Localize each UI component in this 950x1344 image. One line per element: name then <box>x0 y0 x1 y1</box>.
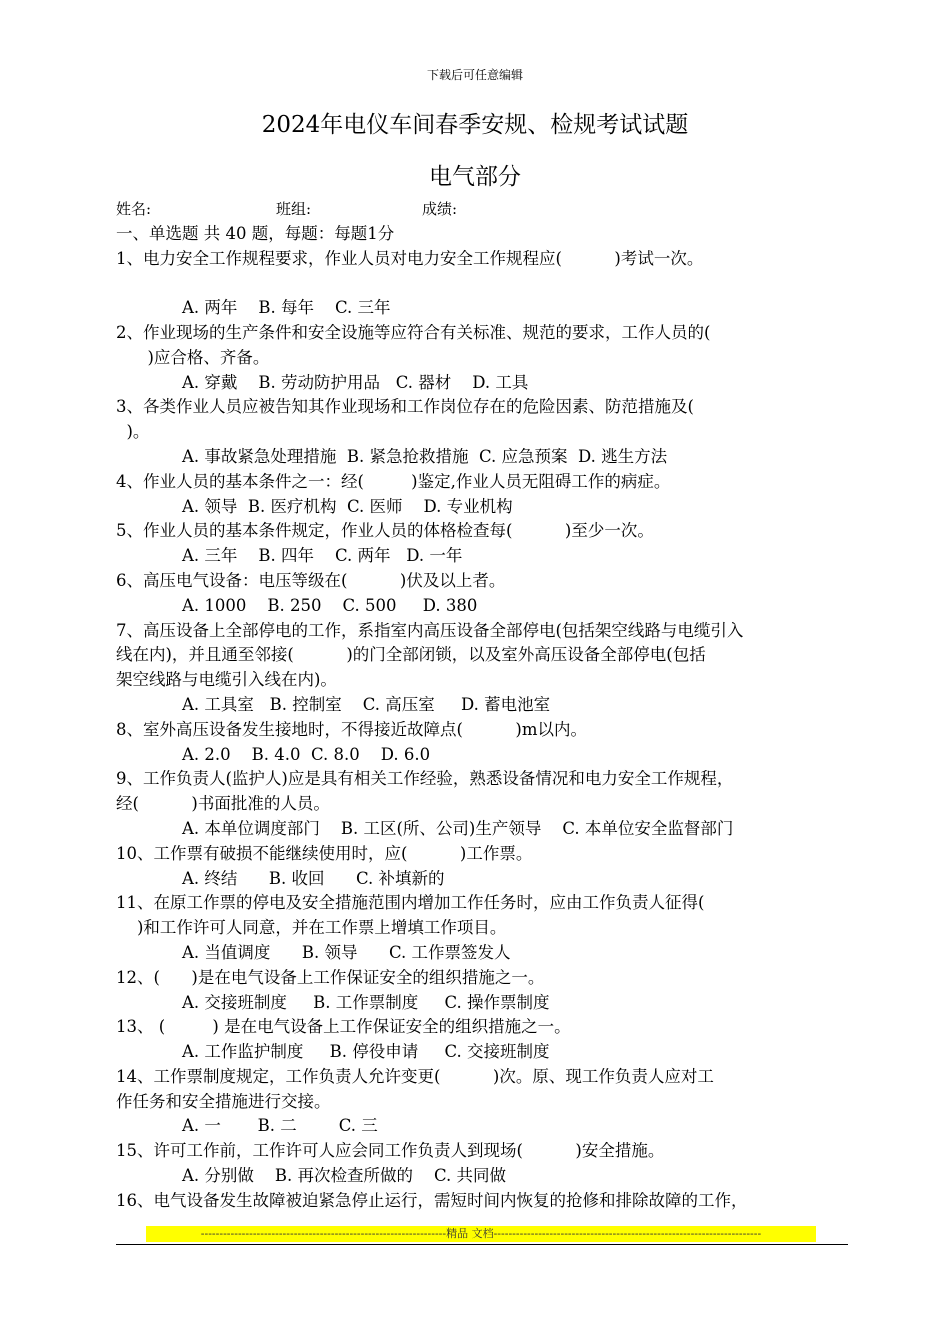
question-13-options: A. 工作监护制度 B. 停役申请 C. 交接班制度 <box>182 1042 550 1062</box>
question-8: 8、室外高压设备发生接地时，不得接近故障点( )m以内。 <box>116 719 587 739</box>
exam-content <box>116 197 856 1214</box>
question-9-cont: 经( )书面批准的人员。 <box>116 794 330 814</box>
group-label: 班组: <box>276 200 312 218</box>
question-7-cont: 线在内)，并且通至邻接( )的门全部闭锁，以及室外高压设备全部停电(包括 <box>116 645 706 665</box>
question-10: 10、工作票有破损不能继续使用时，应( )工作票。 <box>116 843 533 863</box>
question-14-options: A. 一 B. 二 C. 三 <box>182 1116 378 1136</box>
question-4: 4、作业人员的基本条件之一：经( )鉴定,作业人员无阻碍工作的病症。 <box>116 471 671 491</box>
question-14: 14、工作票制度规定，工作负责人允许变更( )次。原、现工作负责人应对工 <box>116 1066 714 1086</box>
footer-divider <box>116 1244 848 1245</box>
question-9: 9、工作负责人(监护人)应是具有相关工作经验，熟悉设备情况和电力安全工作规程， <box>116 769 734 789</box>
student-info-row <box>116 197 856 222</box>
footer-banner: ------------------------------------------------------------------精品 文档------------------------------------------------------------------------ <box>146 1226 816 1242</box>
question-3-options: A. 事故紧急处理措施 B. 紧急抢救措施 C. 应急预案 D. 逃生方法 <box>182 446 668 466</box>
question-2-cont: )应合格、齐备。 <box>116 347 270 367</box>
question-12: 12、( )是在电气设备上工作保证安全的组织措施之一。 <box>116 967 545 987</box>
question-8-options: A. 2.0 B. 4.0 C. 8.0 D. 6.0 <box>182 744 431 764</box>
question-2-options: A. 穿戴 B. 劳动防护用品 C. 器材 D. 工具 <box>182 372 529 392</box>
question-15: 15、许可工作前，工作许可人应会同工作负责人到现场( )安全措施。 <box>116 1141 665 1161</box>
question-11: 11、在原工作票的停电及安全措施范围内增加工作任务时，应由工作负责人征得( <box>116 893 705 913</box>
question-1-options: A. 两年 B. 每年 C. 三年 <box>182 298 391 318</box>
question-9-options: A. 本单位调度部门 B. 工区(所、公司)生产领导 C. 本单位安全监督部门 <box>182 818 734 838</box>
question-7-cont2: 架空线路与电缆引入线在内)。 <box>116 670 337 690</box>
blank-line <box>116 271 856 296</box>
section-heading: 一、单选题 共 40 题，每题：每题1分 <box>116 223 395 243</box>
name-label: 姓名: <box>116 200 152 218</box>
question-2: 2、作业现场的生产条件和安全设施等应符合有关标准、规范的要求，工作人员的( <box>116 322 711 342</box>
question-7: 7、高压设备上全部停电的工作，系指室内高压设备全部停电(包括架空线路与电缆引入 <box>116 620 744 640</box>
question-10-options: A. 终结 B. 收回 C. 补填新的 <box>182 868 445 888</box>
question-7-options: A. 工具室 B. 控制室 C. 高压室 D. 蓄电池室 <box>182 694 551 714</box>
question-6-options: A. 1000 B. 250 C. 500 D. 380 <box>182 595 478 615</box>
question-3-cont: )。 <box>116 422 150 442</box>
question-3: 3、各类作业人员应被告知其作业现场和工作岗位存在的危险因素、防范措施及( <box>116 397 694 417</box>
header-note: 下载后可任意编辑 <box>426 68 523 82</box>
question-11-options: A. 当值调度 B. 领导 C. 工作票签发人 <box>182 942 511 962</box>
question-14-cont: 作任务和安全措施进行交接。 <box>116 1091 331 1111</box>
page-subtitle: 电气部分 <box>429 164 521 190</box>
question-16: 16、电气设备发生故障被迫紧急停止运行，需短时间内恢复的抢修和排除故障的工作， <box>116 1190 748 1210</box>
page-title: 2024年电仪车间春季安规、检规考试试题 <box>261 112 689 138</box>
question-5: 5、作业人员的基本条件规定，作业人员的体格检查每( )至少一次。 <box>116 521 654 541</box>
question-13: 13、 ( ) 是在电气设备上工作保证安全的组织措施之一。 <box>116 1017 571 1037</box>
question-15-options: A. 分别做 B. 再次检查所做的 C. 共同做 <box>182 1166 507 1186</box>
question-11-cont: )和工作许可人同意，并在工作票上增填工作项目。 <box>116 918 507 938</box>
question-6: 6、高压电气设备：电压等级在( )伏及以上者。 <box>116 570 506 590</box>
question-4-options: A. 领导 B. 医疗机构 C. 医师 D. 专业机构 <box>182 496 513 516</box>
question-5-options: A. 三年 B. 四年 C. 两年 D. 一年 <box>182 546 463 566</box>
score-label: 成绩: <box>422 200 458 218</box>
question-1: 1、电力安全工作规程要求，作业人员对电力安全工作规程应( )考试一次。 <box>116 248 704 268</box>
question-12-options: A. 交接班制度 B. 工作票制度 C. 操作票制度 <box>182 992 550 1012</box>
